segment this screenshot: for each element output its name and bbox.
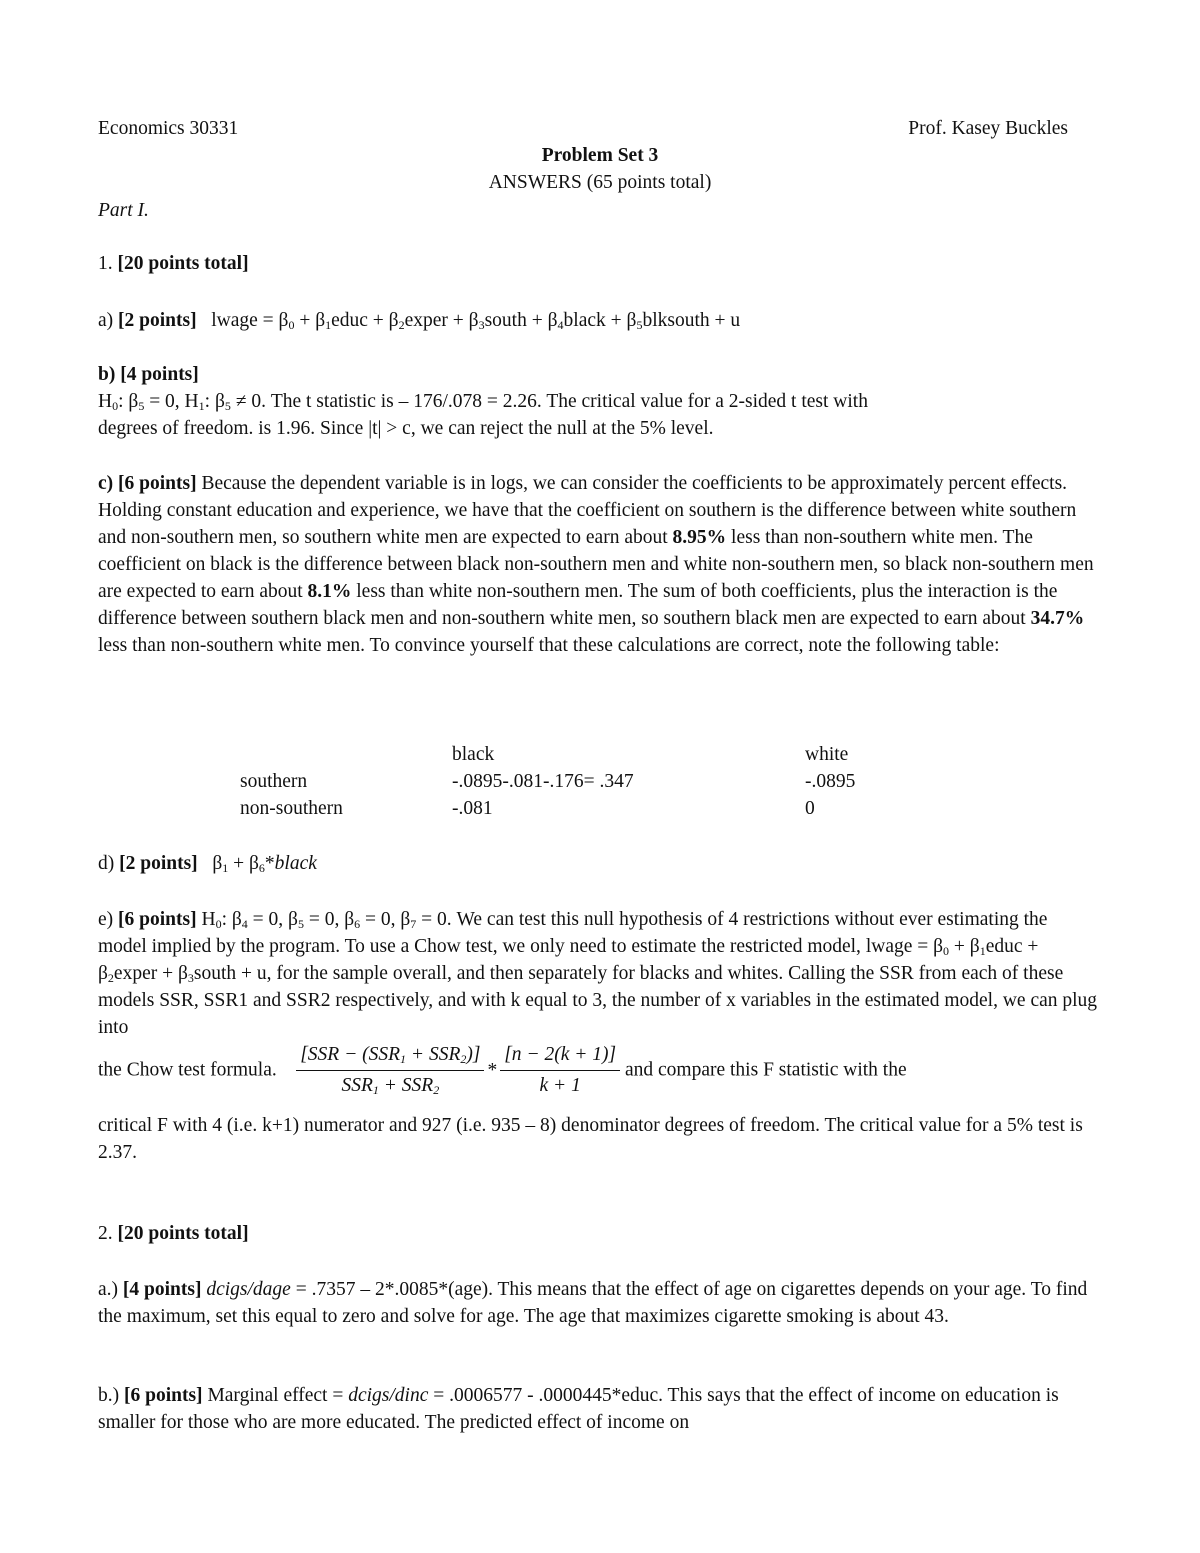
page-subtitle: ANSWERS (65 points total)	[488, 172, 712, 193]
q1c-answer: c) [6 points] Because the dependent variable is in logs, we can consider the coefficients to be approximately percent effects. Holding constant education and experience, we have that the coefficient on southern is the difference between white southern and non-southern men, so southern white men are expected to earn about 8.95% less than non-southern white men. The coefficient on black is the difference between black non-southern men and white non-southern men, so black non-southern men are expected to earn about 8.1% less than white non-southern men. The sum of both coefficients, plus the interaction is the difference between southern black men and non-southern white men, so southern black men are expected to earn about 34.7% less than non-southern white men. To convince yourself that these calculations are correct, note the following table:	[98, 473, 1094, 656]
q1e-answer: e) [6 points] $H_0$: $\beta_4 = 0$, $\beta_5 = 0$, $\beta_6 = 0$, $\beta_7 = 0$. We can test this null hypothesis of 4 restrictions without ever estimating the model implied by the program. To use a Chow test, we only need to estimate the restricted model, lwage = $\beta_0$ + $\beta_1educ$ + $\beta_2exper$ + $\beta_3south + u$, for the sample overall, and then separately for blacks and whites. Calling the SSR from each of these models SSR, SSR1 and SSR2 respectively, and with k equal to 3, the number of x variables in the estimated model, we can plug into	[98, 909, 1098, 1038]
chow-formula-line: the Chow test formula. $\frac{[SSR - (SSR_1 + SSR_2)]}{SSR_1 + SSR_2}$ * $\frac{[n - 2(k + 1)]}{k + 1}$ and compare this F statistic with the	[98, 1040, 1098, 1101]
q1b-answer: $H_0$: $\beta_5 = 0$, $H_1$: $\beta_5 \ne 0$. The t statistic is – 176/.078 = 2.26. The critical value for a 2-sided t test with degrees of freedom. is 1.96. Since |t| > c, we can reject the null at the 5% level.	[98, 391, 868, 439]
effects-table	[240, 741, 940, 822]
table-header-row: black white	[452, 744, 849, 765]
q2b-answer: b.) [6 points] Marginal effect = dcigs/dinc = .0006577 - .0000445*educ. This says that the effect of income on education is smaller for those who are more educated. The predicted effect of income on	[98, 1385, 1059, 1433]
q1e-conclusion: critical F with 4 (i.e. k+1) numerator and 927 (i.e. 935 – 8) denominator degrees of freedom. The critical value for a 5% test is 2.37.	[98, 1115, 1083, 1163]
q1a-answer: a) [2 points] lwage = $\beta_0$ + $\beta_1educ$ + $\beta_2exper$ + $\beta_3south$ + $\beta_4black$ + $\beta_5blksouth + u$	[98, 310, 741, 332]
professor-name: Prof. Kasey Buckles	[908, 118, 1068, 139]
chow-formula-ssr-fraction: $\frac{[SSR - (SSR_1 + SSR_2)]}{SSR_1 + SSR_2}$	[296, 1040, 484, 1101]
q1-heading: 1. [20 points total]	[98, 253, 249, 274]
table-row: southern -.0895-.081-.176= .347 -.0895	[240, 771, 856, 792]
q1b-heading: b) [4 points]	[98, 364, 199, 385]
q1d-answer: d) [2 points] $\beta_1$ + $\beta_6*black$	[98, 853, 317, 875]
page-title: Problem Set 3	[541, 145, 659, 166]
course-name: Economics 30331	[98, 118, 239, 139]
chow-formula-df-fraction: $\frac{[n - 2(k + 1)]}{k + 1}$	[500, 1040, 620, 1101]
q2a-answer: a.) [4 points] dcigs/dage = .7357 – 2*.0085*(age). This means that the effect of age on cigarettes depends on your age. To find the maximum, set this equal to zero and solve for age. The age that maximizes cigarette smoking is about 43.	[98, 1279, 1088, 1327]
part-label: Part I.	[98, 200, 149, 221]
table-row: non-southern -.081 0	[240, 798, 815, 819]
q2-heading: 2. [20 points total]	[98, 1223, 249, 1244]
